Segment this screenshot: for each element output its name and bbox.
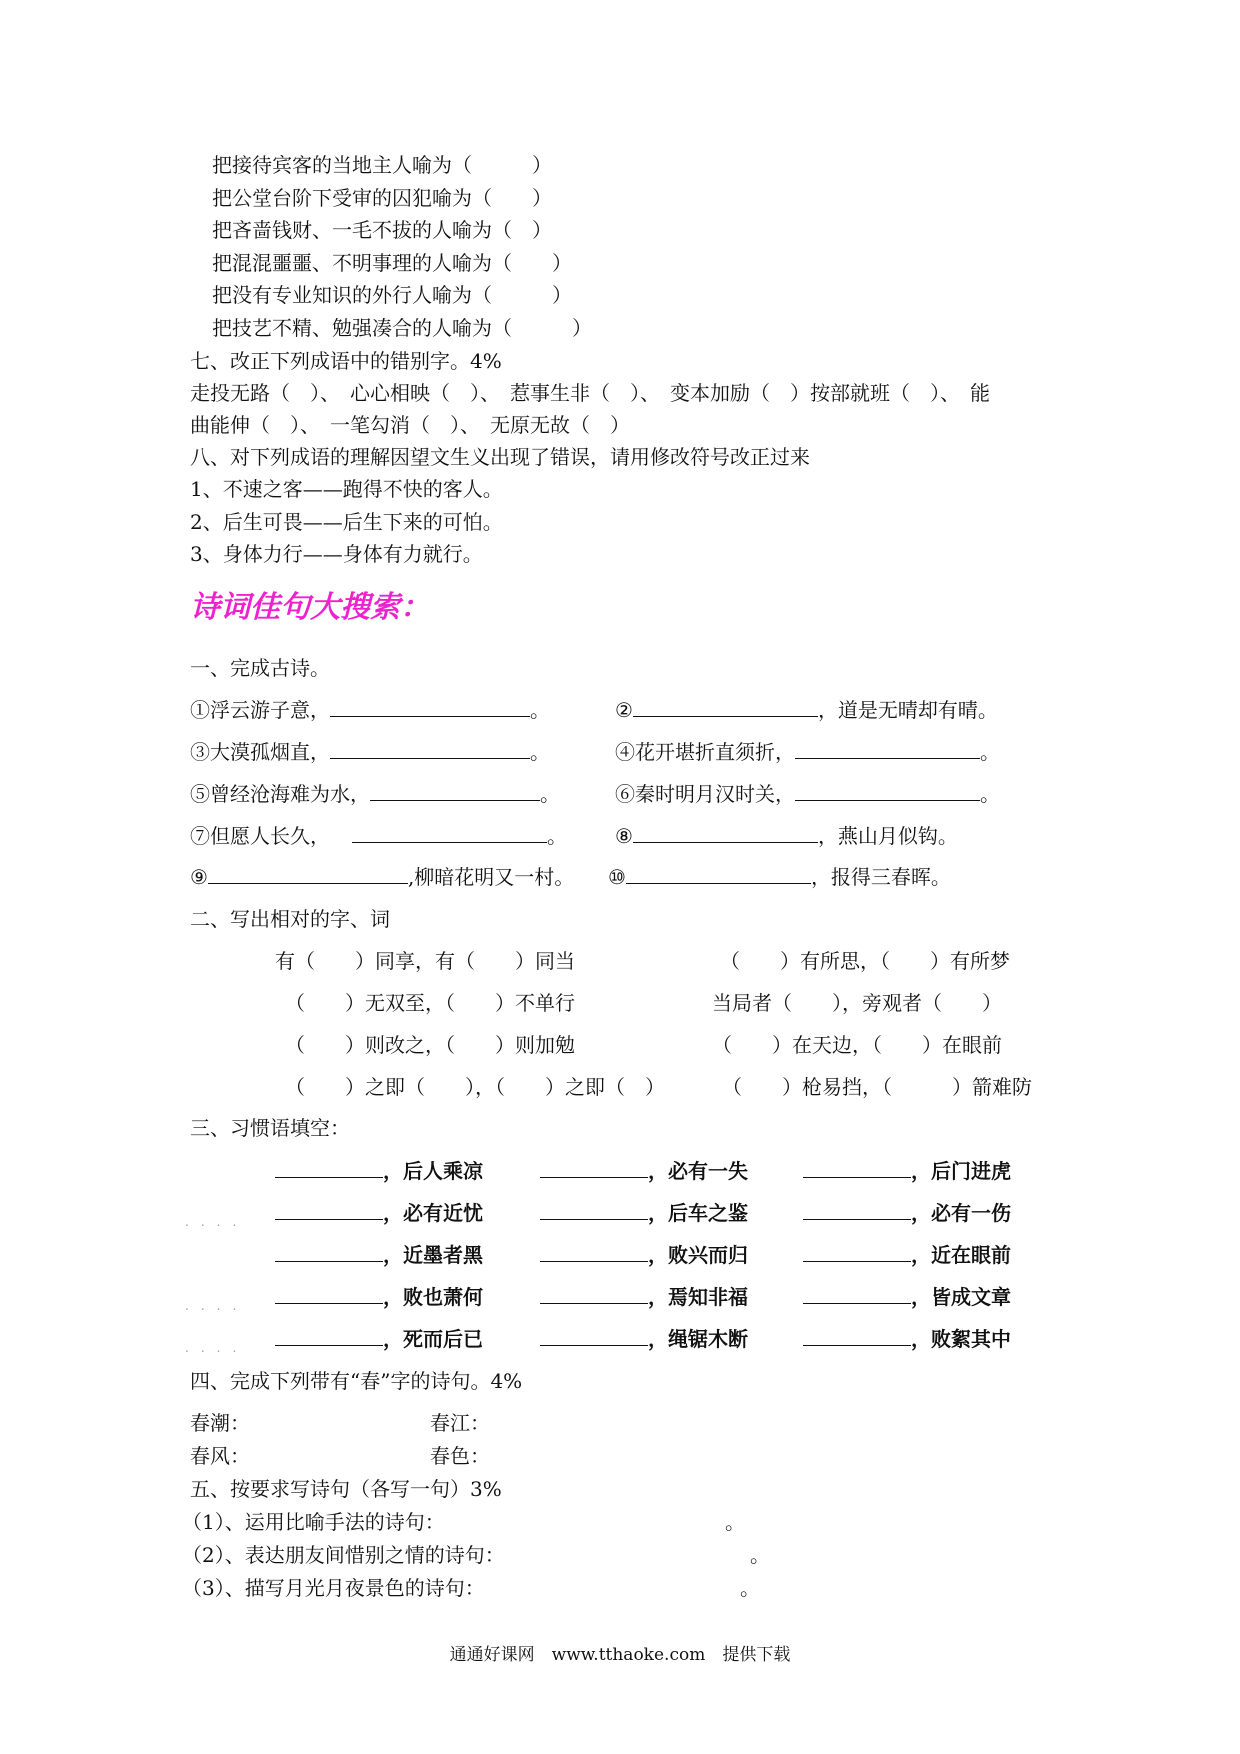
poem-prefix: ⑩ xyxy=(608,865,626,889)
answer-blank[interactable] xyxy=(540,1159,648,1178)
spring-item: 春风： xyxy=(190,1444,250,1468)
answer-blank[interactable] xyxy=(370,782,540,801)
poem-blank-row xyxy=(190,823,567,849)
poem-blank-row xyxy=(190,781,560,807)
answer-blank[interactable] xyxy=(208,865,408,884)
section7-line: 曲能伸（ ）、 一笔勾消（ ）、 无原无故（ ） xyxy=(190,413,630,437)
idiom-blank-item xyxy=(540,1284,748,1310)
answer-blank[interactable] xyxy=(540,1285,648,1304)
answer-blank[interactable] xyxy=(803,1327,911,1346)
idiom-blank-item xyxy=(275,1326,483,1352)
poem-blank-row xyxy=(615,697,998,723)
answer-blank[interactable] xyxy=(540,1327,648,1346)
answer-blank[interactable] xyxy=(803,1243,911,1262)
idiom-blank-item xyxy=(803,1326,1011,1352)
pair-item: （ ）枪易挡，（ ）箭难防 xyxy=(722,1075,1032,1099)
idiom-text: ，败也萧何 xyxy=(383,1285,483,1309)
poem-section-heading: 诗词佳句大搜索： xyxy=(190,590,430,625)
poem-suffix: ，道是无晴却有晴。 xyxy=(817,698,998,722)
section8-item: 1、不速之客——跑得不快的客人。 xyxy=(190,477,503,501)
idiom-blank-item xyxy=(540,1200,748,1226)
answer-blank[interactable] xyxy=(275,1327,383,1346)
poem-suffix: ，报得三春晖。 xyxy=(810,865,951,889)
pair-item: （ ）在天边，（ ）在眼前 xyxy=(712,1033,1002,1057)
idiom-blank-item xyxy=(275,1284,483,1310)
poem-request-end: 。 xyxy=(725,1510,745,1534)
part2-title: 二、写出相对的字、词 xyxy=(190,907,390,931)
part5-title: 五、按要求写诗句（各写一句）3% xyxy=(190,1477,502,1501)
poem-request: （2）、表达朋友间惜别之情的诗句： xyxy=(182,1543,505,1567)
answer-blank[interactable] xyxy=(795,740,980,759)
answer-blank[interactable] xyxy=(330,740,530,759)
section7-line: 走投无路（ ）、 心心相映（ ）、 惹事生非（ ）、 变本加励（ ）按部就班（ ）、 能 xyxy=(190,381,990,405)
idiom-blank-item xyxy=(540,1158,748,1184)
section7-title: 七、改正下列成语中的错别字。4% xyxy=(190,349,502,373)
poem-suffix: 。 xyxy=(547,824,567,848)
idiom-blank-item xyxy=(803,1284,1011,1310)
poem-blank-row xyxy=(615,781,1000,807)
answer-blank[interactable] xyxy=(633,698,818,717)
poem-prefix: ④花开堪折直须折， xyxy=(615,740,795,764)
metaphor-line: 把技艺不精、勉强凑合的人喻为（ ） xyxy=(212,316,592,340)
idiom-blank-item xyxy=(803,1242,1011,1268)
poem-request: （3）、描写月光月夜景色的诗句： xyxy=(182,1576,485,1600)
poem-prefix: ③大漠孤烟直， xyxy=(190,740,330,764)
poem-suffix: 。 xyxy=(980,782,1000,806)
answer-blank[interactable] xyxy=(540,1201,648,1220)
answer-blank[interactable] xyxy=(275,1243,383,1262)
idiom-blank-item xyxy=(803,1200,1011,1226)
poem-prefix: ⑧ xyxy=(615,824,633,848)
poem-prefix: ⑤曾经沧海难为水， xyxy=(190,782,370,806)
poem-suffix: 。 xyxy=(530,740,550,764)
poem-blank-row xyxy=(190,697,550,723)
poem-prefix: ⑨ xyxy=(190,865,208,889)
answer-blank[interactable] xyxy=(803,1201,911,1220)
answer-blank[interactable] xyxy=(352,824,547,843)
pair-item: （ ）无双至，（ ）不单行 xyxy=(285,991,575,1015)
idiom-text: ，绳锯木断 xyxy=(648,1327,748,1351)
metaphor-line: 把混混噩噩、不明事理的人喻为（ ） xyxy=(212,251,572,275)
poem-blank-row xyxy=(615,739,1000,765)
poem-request-end: 。 xyxy=(740,1576,760,1600)
idiom-text: ，后人乘凉 xyxy=(383,1159,483,1183)
idiom-text: ，败絮其中 xyxy=(911,1327,1011,1351)
poem-suffix: ，燕山月似钩。 xyxy=(817,824,958,848)
idiom-text: ，死而后已 xyxy=(383,1327,483,1351)
pair-item: 有（ ）同享，有（ ）同当 xyxy=(275,949,575,973)
idiom-text: ，后门进虎 xyxy=(911,1159,1011,1183)
idiom-blank-item xyxy=(540,1242,748,1268)
idiom-text: ，必有近忧 xyxy=(383,1201,483,1225)
answer-blank[interactable] xyxy=(330,698,530,717)
spring-item: 春潮： xyxy=(190,1411,250,1435)
poem-blank-row xyxy=(608,864,951,890)
answer-blank[interactable] xyxy=(803,1159,911,1178)
pair-item: 当局者（ ），旁观者（ ） xyxy=(712,991,1002,1015)
idiom-blank-item xyxy=(275,1158,483,1184)
poem-prefix: ② xyxy=(615,698,633,722)
poem-suffix: 。 xyxy=(530,698,550,722)
answer-blank[interactable] xyxy=(540,1243,648,1262)
answer-blank[interactable] xyxy=(275,1159,383,1178)
spring-item: 春色： xyxy=(430,1444,490,1468)
section8-title: 八、对下列成语的理解因望文生义出现了错误，请用修改符号改正过来 xyxy=(190,445,810,469)
idiom-text: ，后车之鉴 xyxy=(648,1201,748,1225)
answer-blank[interactable] xyxy=(275,1285,383,1304)
poem-prefix: ⑦但愿人长久， xyxy=(190,824,330,848)
poem-request-end: 。 xyxy=(750,1543,770,1567)
poem-prefix: ①浮云游子意， xyxy=(190,698,330,722)
idiom-text: ，焉知非福 xyxy=(648,1285,748,1309)
poem-suffix: ,柳暗花明又一村。 xyxy=(407,865,575,889)
poem-prefix: ⑥秦时明月汉时关， xyxy=(615,782,795,806)
part3-title: 三、习惯语填空： xyxy=(190,1116,350,1140)
dot-leader: .... xyxy=(185,1215,249,1229)
poem-suffix: 。 xyxy=(540,782,560,806)
part4-title: 四、完成下列带有“春”字的诗句。4% xyxy=(190,1369,523,1393)
poem-request: （1）、运用比喻手法的诗句： xyxy=(182,1510,445,1534)
answer-blank[interactable] xyxy=(795,782,980,801)
idiom-blank-item xyxy=(803,1158,1011,1184)
metaphor-line: 把接待宾客的当地主人喻为（ ） xyxy=(212,153,552,177)
section8-item: 2、后生可畏——后生下来的可怕。 xyxy=(190,510,503,534)
answer-blank[interactable] xyxy=(803,1285,911,1304)
answer-blank[interactable] xyxy=(275,1201,383,1220)
part1-title: 一、完成古诗。 xyxy=(190,656,330,680)
idiom-text: ，必有一失 xyxy=(648,1159,748,1183)
poem-suffix: 。 xyxy=(980,740,1000,764)
poem-blank-row xyxy=(190,739,550,765)
idiom-text: ，近在眼前 xyxy=(911,1243,1011,1267)
metaphor-line: 把公堂台阶下受审的囚犯喻为（ ） xyxy=(212,186,552,210)
idiom-blank-item xyxy=(275,1242,483,1268)
idiom-blank-item xyxy=(540,1326,748,1352)
dot-leader: .... xyxy=(185,1341,249,1355)
dot-leader: .... xyxy=(185,1299,249,1313)
page-footer: 通通好课网 www.tthaoke.com 提供下载 xyxy=(449,1645,791,1665)
answer-blank[interactable] xyxy=(633,824,818,843)
metaphor-line: 把没有专业知识的外行人喻为（ ） xyxy=(212,283,572,307)
pair-item: （ ）有所思，（ ）有所梦 xyxy=(720,949,1010,973)
idiom-text: ，败兴而归 xyxy=(648,1243,748,1267)
idiom-text: ，近墨者黑 xyxy=(383,1243,483,1267)
idiom-text: ，皆成文章 xyxy=(911,1285,1011,1309)
metaphor-line: 把吝啬钱财、一毛不拔的人喻为（ ） xyxy=(212,218,552,242)
idiom-text: ，必有一伤 xyxy=(911,1201,1011,1225)
spring-item: 春江： xyxy=(430,1411,490,1435)
section8-item: 3、身体力行——身体有力就行。 xyxy=(190,542,483,566)
pair-item: （ ）则改之，（ ）则加勉 xyxy=(285,1033,575,1057)
idiom-blank-item xyxy=(275,1200,483,1226)
answer-blank[interactable] xyxy=(626,865,811,884)
pair-item: （ ）之即（ ），（ ）之即（ ） xyxy=(285,1075,665,1099)
poem-blank-row xyxy=(190,864,574,890)
poem-blank-row xyxy=(615,823,958,849)
